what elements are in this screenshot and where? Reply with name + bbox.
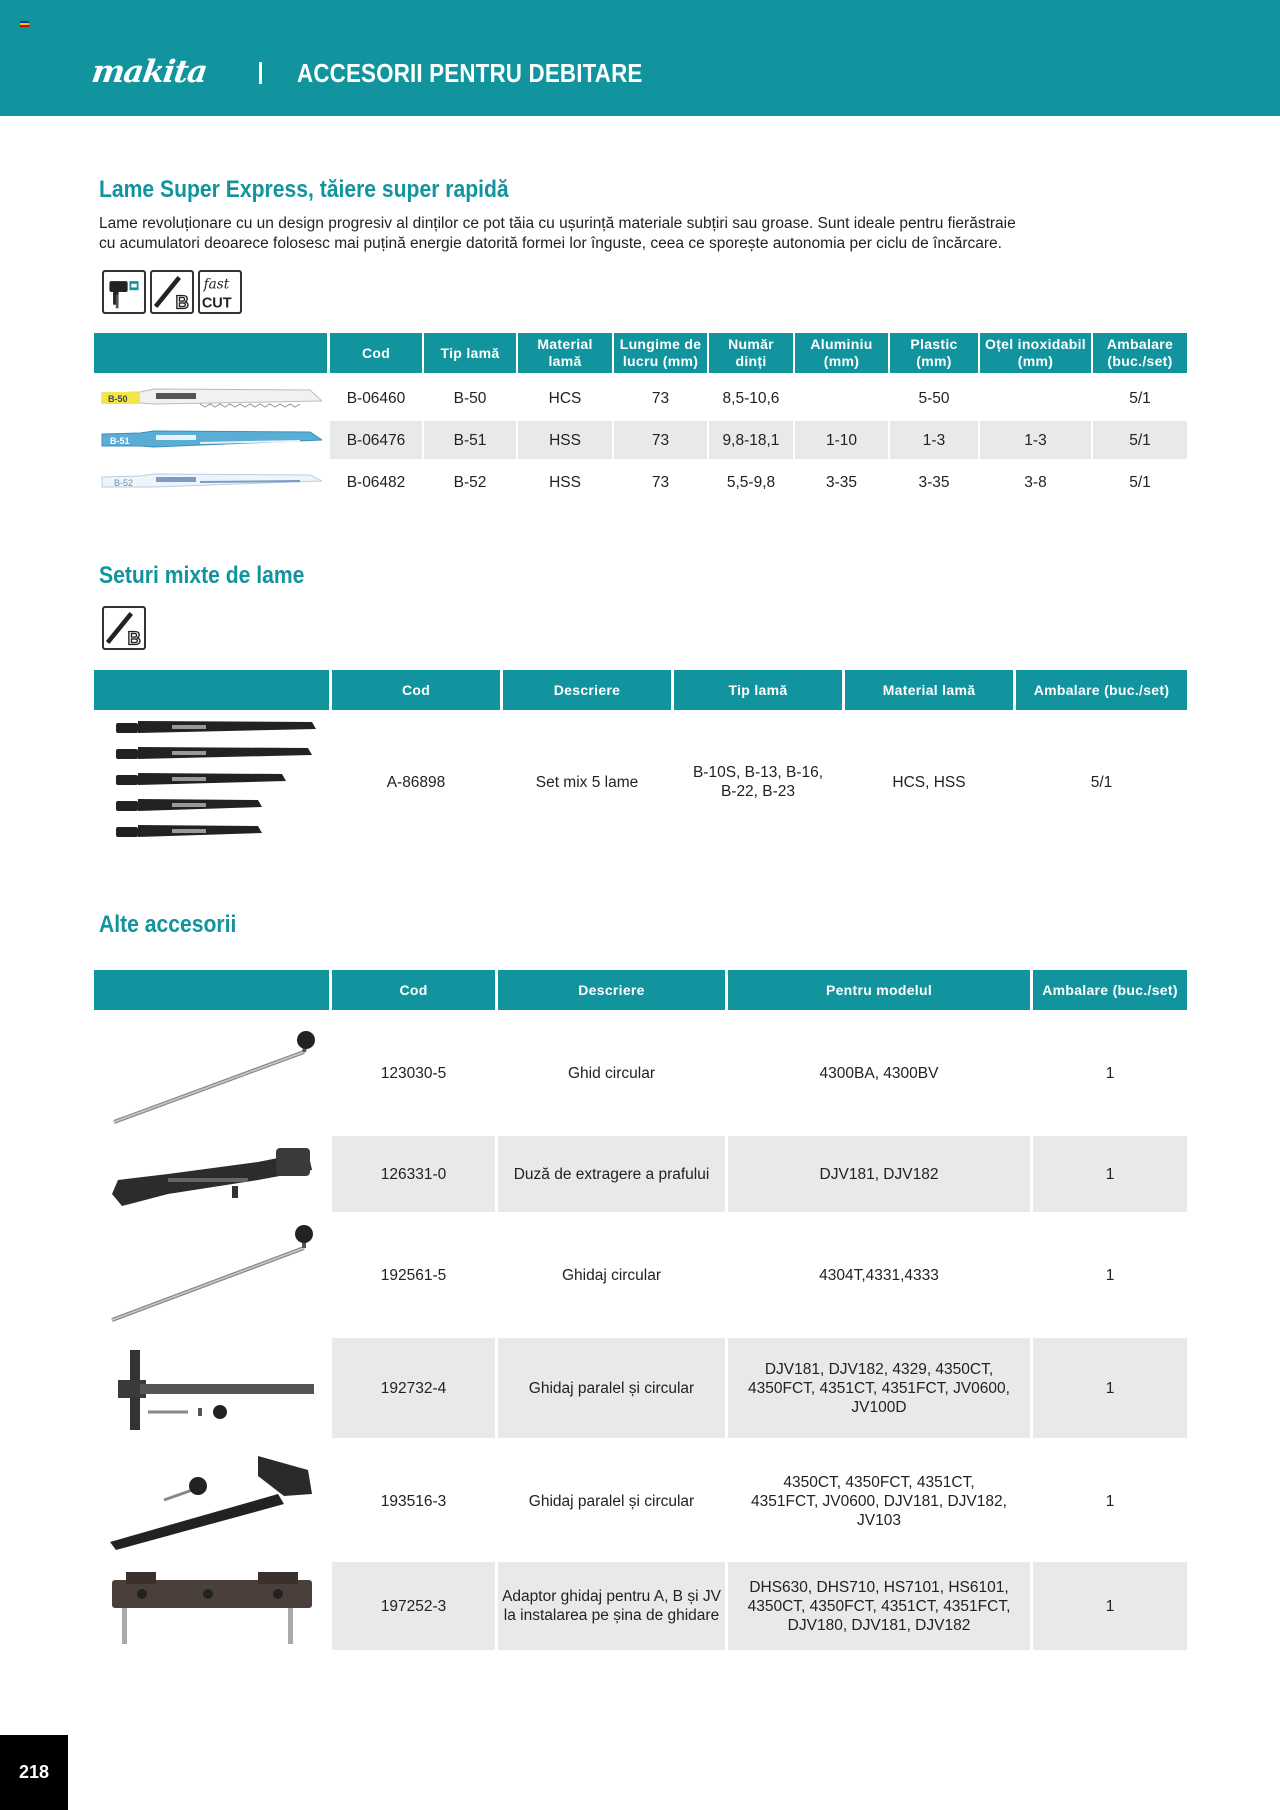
makita-logo: makita	[89, 54, 210, 90]
cell-model: 4300BA, 4300BV	[819, 1064, 939, 1082]
table2-header-image-col	[94, 670, 329, 710]
table3-header-model: Pentru modelul	[728, 970, 1030, 1010]
table3-header-descriere: Descriere	[498, 970, 725, 1010]
section-title-alte-accesorii: Alte accesorii	[99, 911, 237, 938]
cell-otel: 3-8	[1024, 473, 1047, 491]
cell-descriere: Duză de extragere a prafului	[498, 1136, 725, 1212]
b-shank-letter: B	[175, 292, 189, 312]
intro-line-1: Lame revoluționare cu un design progresiv al dinților ce pot tăia cu ușurință materiale subțiri sau groase. Sunt ideale pentru fierăstraie	[99, 215, 1016, 232]
b-shank-icon-2	[102, 606, 146, 650]
cell-otel: 1-3	[980, 421, 1091, 459]
table3-header-ambalare: Ambalare (buc./set)	[1033, 970, 1187, 1010]
svg-text:B-50: B-50	[108, 394, 128, 404]
blade-set-image	[112, 717, 316, 849]
cell-material: HSS	[518, 421, 612, 459]
header-divider	[259, 62, 262, 84]
blade-b52-image	[100, 471, 322, 493]
cell-ambalare: 1	[1033, 1136, 1187, 1212]
table2-header-material: Material lamă	[845, 670, 1013, 710]
blade-b51-image	[100, 429, 322, 451]
table1-header-lungime: Lungime de lucru (mm)	[614, 333, 707, 373]
cell-material: HCS, HSS	[892, 773, 966, 791]
cell-plastic: 5-50	[918, 389, 950, 407]
cell-cod: B-06460	[346, 389, 406, 407]
cell-cod: 123030-5	[380, 1064, 447, 1082]
table1-header-image-col	[94, 333, 327, 373]
jigsaw-battery-icon	[102, 270, 146, 314]
cell-tip: B-10S, B-13, B-16, B-22, B-23	[692, 764, 824, 800]
cell-tip: B-52	[453, 473, 487, 491]
table1-header-cod: Cod	[330, 333, 422, 373]
cell-numar: 9,8-18,1	[709, 421, 793, 459]
table2-header-descriere: Descriere	[503, 670, 671, 710]
cell-aluminiu: 3-35	[825, 473, 858, 491]
header-bar	[0, 0, 1280, 116]
svg-text:B-51: B-51	[110, 436, 130, 446]
cell-descriere: Ghidaj paralel și circular	[498, 1338, 725, 1438]
blade-b50-image	[100, 387, 322, 409]
b-shank-letter-2: B	[127, 628, 141, 648]
page-number: 218	[0, 1735, 68, 1810]
table2-header-tip: Tip lamă	[674, 670, 842, 710]
cell-cod: 126331-0	[332, 1136, 495, 1212]
cell-numar: 8,5-10,6	[722, 389, 780, 407]
cell-aluminiu	[795, 379, 888, 417]
b-shank-icon	[150, 270, 194, 314]
cell-descriere: Adaptor ghidaj pentru A, B și JV la instalarea pe șina de ghidare	[498, 1562, 725, 1650]
cell-descriere: Ghid circular	[568, 1064, 655, 1082]
cell-lungime: 73	[614, 421, 707, 459]
ghidaj-circular-image	[108, 1222, 320, 1326]
table2-header-ambalare: Ambalare (buc./set)	[1016, 670, 1187, 710]
cell-plastic: 3-35	[918, 473, 950, 491]
cell-cod: 192561-5	[380, 1266, 447, 1284]
cell-ambalare: 1	[1105, 1492, 1115, 1510]
cell-cod: 193516-3	[380, 1492, 447, 1510]
cell-plastic: 1-3	[890, 421, 978, 459]
cell-model: 4350CT, 4350FCT, 4351CT, 4351FCT, JV0600, DJV181, DJV182, JV103	[751, 1473, 1007, 1529]
cell-ambalare: 5/1	[1129, 473, 1151, 491]
duza-extragere-image	[108, 1142, 316, 1212]
flag-icon	[20, 21, 29, 27]
cell-numar: 5,5-9,8	[726, 473, 776, 491]
section-title-seturi: Seturi mixte de lame	[99, 562, 305, 589]
intro-line-2: cu acumulatori deoarece folosesc mai puțină energie datorită formei lor înguste, ceea ce sporește autonomia per ciclu de încărcare.	[99, 235, 1002, 252]
cell-model: DJV181, DJV182	[728, 1136, 1030, 1212]
cell-cod: A-86898	[386, 773, 446, 791]
cell-cod: 192732-4	[332, 1338, 495, 1438]
ghidaj-paralel-image-1	[108, 1346, 316, 1436]
fast-label: fast	[203, 276, 230, 293]
cell-ambalare: 5/1	[1129, 389, 1151, 407]
table1-header-ambalare: Ambalare (buc./set)	[1093, 333, 1187, 373]
table2-header-cod: Cod	[332, 670, 500, 710]
cell-ambalare: 5/1	[1090, 773, 1113, 791]
cell-cod: B-06476	[330, 421, 422, 459]
cell-lungime: 73	[651, 473, 670, 491]
table3-header-image-col	[94, 970, 329, 1010]
table1-header-plastic: Plastic (mm)	[890, 333, 978, 373]
cell-ambalare: 1	[1105, 1266, 1115, 1284]
cell-ambalare: 5/1	[1093, 421, 1187, 459]
cell-lungime: 73	[651, 389, 670, 407]
cell-ambalare: 1	[1033, 1562, 1187, 1650]
table1-header-otel: Oțel inoxidabil (mm)	[980, 333, 1091, 373]
cell-model: DHS630, DHS710, HS7101, HS6101, 4350CT, 4350FCT, 4351CT, 4351FCT, DJV180, DJV181, DJV182	[728, 1562, 1030, 1650]
ghid-circular-image	[108, 1030, 320, 1128]
ghidaj-paralel-image-2	[108, 1450, 316, 1552]
page-title: ACCESORII PENTRU DEBITARE	[297, 58, 643, 88]
cell-model: DJV181, DJV182, 4329, 4350CT, 4350FCT, 4351CT, 4351FCT, JV0600, JV100D	[728, 1338, 1030, 1438]
cell-material: HSS	[549, 473, 581, 491]
cell-tip: B-50	[453, 389, 487, 407]
table1-header-numar: Număr dinți	[709, 333, 793, 373]
cell-descriere: Ghidaj circular	[561, 1266, 662, 1284]
cell-ambalare: 1	[1033, 1338, 1187, 1438]
cell-cod: B-06482	[346, 473, 406, 491]
section-intro	[99, 214, 1099, 254]
cell-material: HCS	[548, 389, 582, 407]
cut-label: CUT	[201, 295, 232, 312]
cell-model: 4304T,4331,4333	[819, 1266, 939, 1284]
cell-descriere: Set mix 5 lame	[535, 773, 639, 791]
cell-descriere: Ghidaj paralel și circular	[528, 1492, 695, 1510]
table1-header-aluminiu: Aluminiu (mm)	[795, 333, 888, 373]
adaptor-ghidaj-image	[108, 1566, 316, 1648]
cell-ambalare: 1	[1105, 1064, 1115, 1082]
fast-cut-icon	[198, 270, 242, 314]
table3-header-cod: Cod	[332, 970, 495, 1010]
cell-cod: 197252-3	[332, 1562, 495, 1650]
svg-text:B-52: B-52	[114, 478, 134, 488]
cell-aluminiu: 1-10	[795, 421, 888, 459]
cell-otel	[980, 379, 1091, 417]
table1-header-material: Material lamă	[518, 333, 612, 373]
cell-tip: B-51	[424, 421, 516, 459]
table1-header-tip: Tip lamă	[424, 333, 516, 373]
section-title-super-express: Lame Super Express, tăiere super rapidă	[99, 176, 509, 203]
